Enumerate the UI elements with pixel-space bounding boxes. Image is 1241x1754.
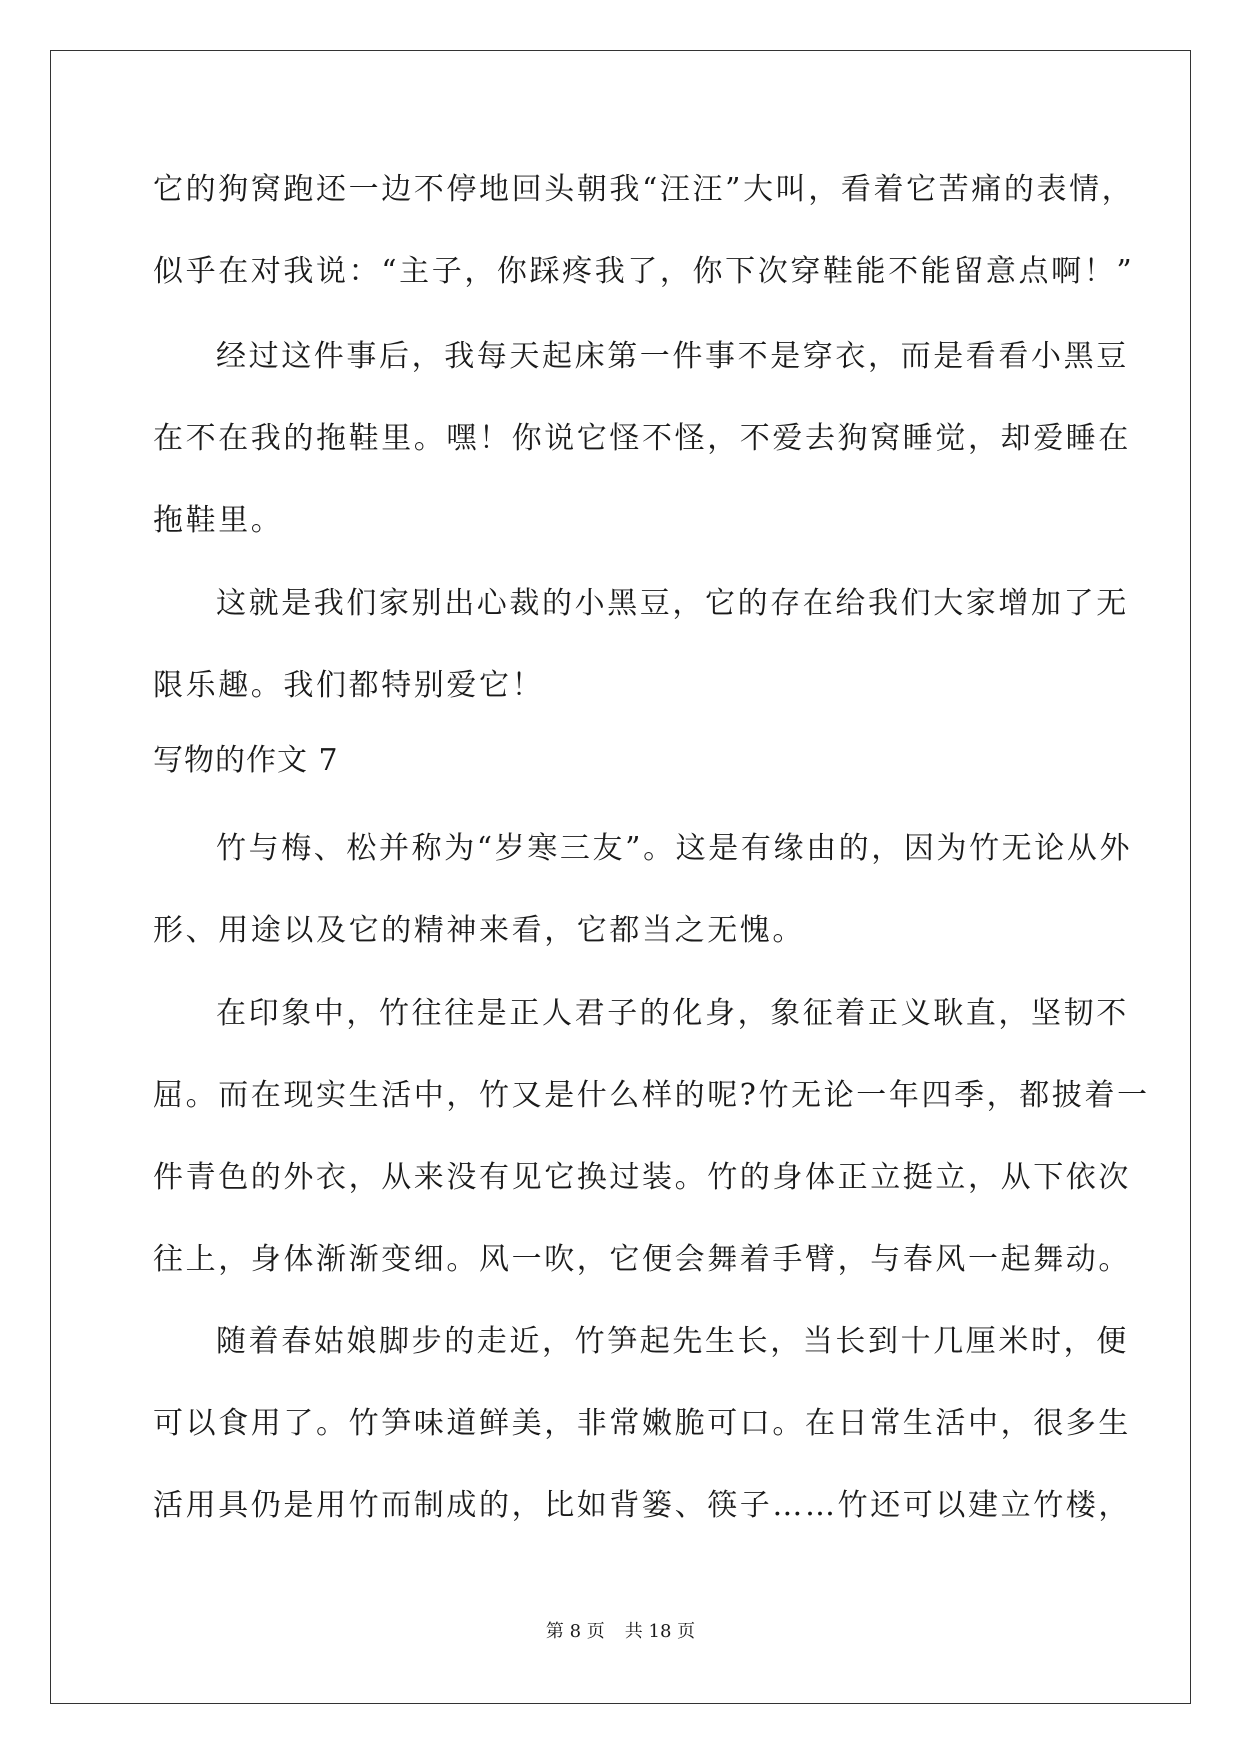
- text-line: 件青色的外衣，从来没有见它换过装。竹的身体正立挺立，从下依次: [153, 1160, 1131, 1195]
- text-line: 似乎在对我说：“主子，你踩疼我了，你下次穿鞋能不能留意点啊！”: [153, 254, 1135, 289]
- text-line: 往上，身体渐渐变细。风一吹，它便会舞着手臂，与春风一起舞动。: [153, 1242, 1131, 1277]
- page-footer: [0, 1620, 1241, 1644]
- paragraph-start: 这就是我们家别出心裁的小黑豆，它的存在给我们大家增加了无: [216, 586, 1129, 621]
- text-line: 形、用途以及它的精神来看，它都当之无愧。: [153, 913, 805, 948]
- page-border: [50, 50, 1191, 1704]
- text-line: 拖鞋里。: [153, 503, 284, 538]
- paragraph-start: 经过这件事后，我每天起床第一件事不是穿衣，而是看看小黑豆: [216, 339, 1129, 374]
- paragraph-start: 在印象中，竹往往是正人君子的化身，象征着正义耿直，坚韧不: [216, 996, 1129, 1031]
- paragraph-start: 随着春姑娘脚步的走近，竹笋起先生长，当长到十几厘米时，便: [216, 1324, 1129, 1359]
- text-line: 可以食用了。竹笋味道鲜美，非常嫩脆可口。在日常生活中，很多生: [153, 1406, 1131, 1441]
- section-heading: 写物的作文 7: [153, 743, 339, 778]
- text-line: 屈。而在现实生活中，竹又是什么样的呢?竹无论一年四季，都披着一: [153, 1078, 1150, 1113]
- text-line: 活用具仍是用竹而制成的，比如背篓、筷子……竹还可以建立竹楼，: [153, 1488, 1131, 1523]
- page-number: 第 8 页: [545, 1621, 605, 1642]
- text-line: 在不在我的拖鞋里。嘿！你说它怪不怪，不爱去狗窝睡觉，却爱睡在: [153, 421, 1131, 456]
- paragraph-start: 竹与梅、松并称为“岁寒三友”。这是有缘由的，因为竹无论从外: [216, 831, 1133, 866]
- text-line: 限乐趣。我们都特别爱它！: [153, 668, 545, 703]
- text-line: 它的狗窝跑还一边不停地回头朝我“汪汪”大叫，看着它苦痛的表情，: [153, 172, 1135, 207]
- page-total: 共 18 页: [624, 1621, 696, 1642]
